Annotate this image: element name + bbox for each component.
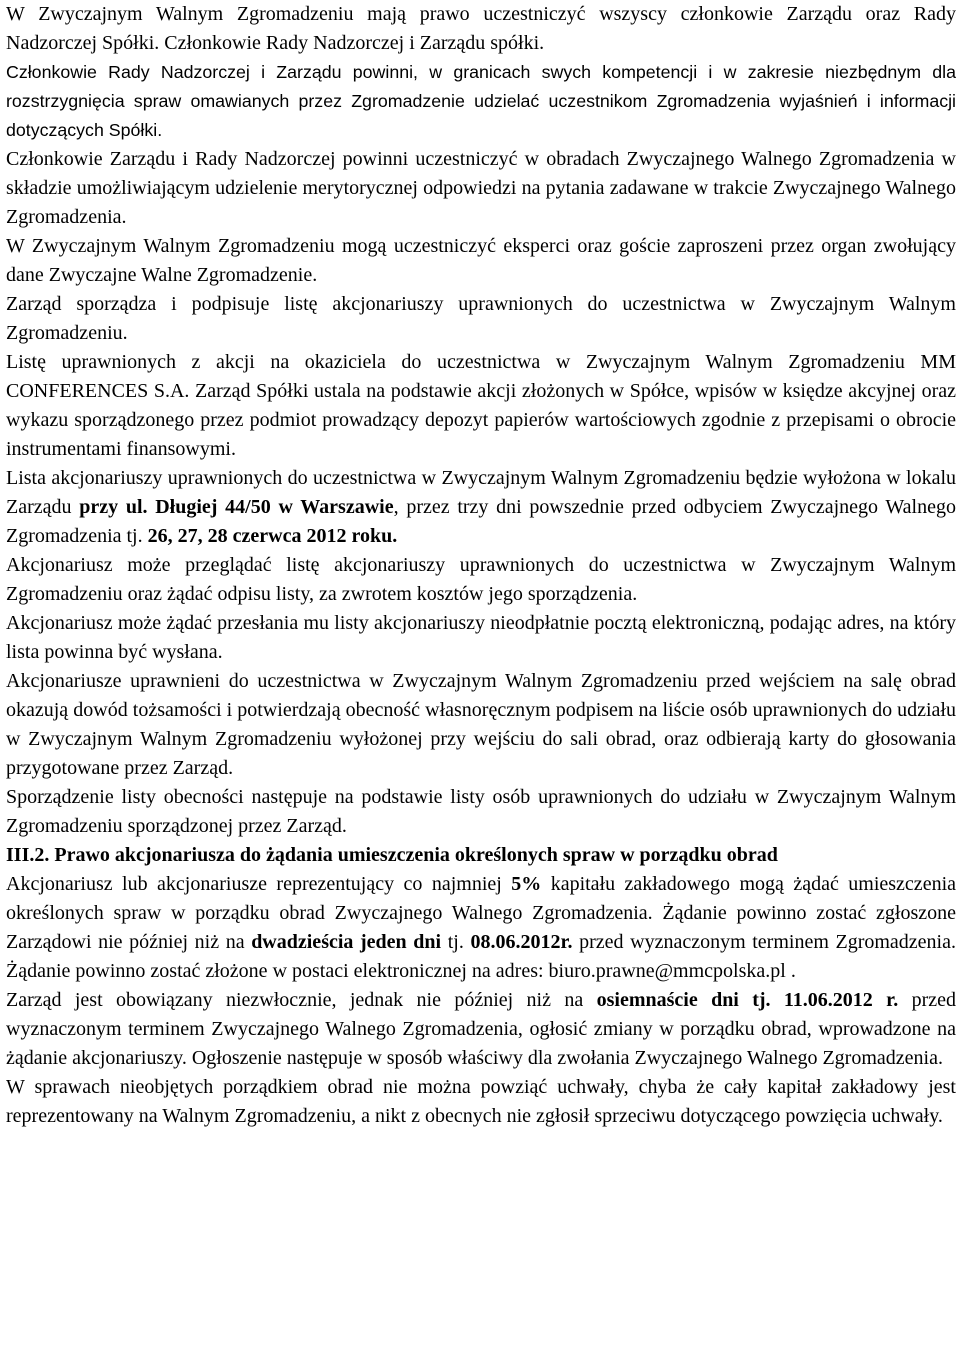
paragraph-board-participation: Członkowie Zarządu i Rady Nadzorczej powinni uczestniczyć w obradach Zwyczajnego Walnego Zgromadzenia w składzie umożliwiającym udzielenie merytorycznej odpowiedzi na pytania zadawane w trakcie Zwyczajnego Walnego Zgromadzenia. xyxy=(6,148,956,228)
text-run: Lista akcjonariuszy uprawnionych do uczestnictwa w Zwyczajnym Walnym Zgromadzeniu będzie wyłożona w lokalu Zarządu xyxy=(6,467,956,518)
paragraph-bearer-shares: Listę uprawnionych z akcji na okaziciela do uczestnictwa w Zwyczajnym Walnym Zgromadzeniu MM CONFERENCES S.A. Zarząd Spółki ustala na podstawie akcji złożonych w Spółce, wpisów w księdze akcyjnej oraz wykazu sporządzonego przez podmiot prowadzący depozyt papierów wartościowych zgodnie z przepisami o obrocie instrumentami finansowymi. xyxy=(6,351,956,460)
paragraph-explanations: Członkowie Rady Nadzorczej i Zarządu powinni, w granicach swych kompetencji i w zakresie niezbędnym dla rozstrzygnięcia spraw omawianych przez Zgromadzenie udzielać uczestnikom Zgromadzenia wyjaśnień i informacji dotyczących Spółki. xyxy=(6,62,956,140)
text-run: przed wyznaczonym terminem Zwyczajnego Walnego Zgromadzenia, ogłosić zmiany w porządku obrad, wprowadzone na żądanie akcjonariuszy. Ogłoszenie następuje w sposób właściwy dla zwołania Zwyczajnego Walnego Zgromadzenia. xyxy=(6,989,956,1069)
paragraph-identity-check: Akcjonariusze uprawnieni do uczestnictwa w Zwyczajnym Walnym Zgromadzeniu przed wejściem na salę obrad okazują dowód tożsamości i potwierdzają obecność własnoręcznym podpisem na liście osób uprawnionych do udziału w Zwyczajnym Walnym Zgromadzeniu wyłożonej przy wejściu do sali obrad, oraz odbierają karty do głosowania przygotowane przez Zarząd. xyxy=(6,670,956,779)
text-run: tj. xyxy=(441,931,471,953)
paragraph-list-review: Akcjonariusz może przeglądać listę akcjonariuszy uprawnionych do uczestnictwa w Zwyczajnym Walnym Zgromadzeniu oraz żądać odpisu listy, za zwrotem kosztów jego sporządzenia. xyxy=(6,554,956,605)
paragraph-agenda-request xyxy=(6,870,956,986)
paragraph-attendance-rights: W Zwyczajnym Walnym Zgromadzeniu mają prawo uczestniczyć wszyscy członkowie Zarządu oraz Rady Nadzorczej Spółki. Członkowie Rady Nadzorczej i Zarządu spółki. xyxy=(6,3,956,54)
heading-text: III.2. Prawo akcjonariusza do żądania umieszczenia określonych spraw w porządku obrad xyxy=(6,844,778,866)
text-run: kapitału zakładowego mogą żądać umieszczenia określonych spraw w porządku obrad Zwyczajnego Walnego Zgromadzenia. Żądanie powinno zostać zgłoszone Zarządowi nie później niż na xyxy=(6,873,956,953)
paragraph-list-email: Akcjonariusz może żądać przesłania mu listy akcjonariuszy nieodpłatnie pocztą elektroniczną, podając adres, na który lista powinna być wysłana. xyxy=(6,612,956,663)
text-run: Zarząd jest obowiązany niezwłocznie, jednak nie później niż na xyxy=(6,989,597,1011)
bold-dates: 26, 27, 28 czerwca 2012 roku. xyxy=(147,525,398,547)
paragraph-agenda-changes xyxy=(6,986,956,1073)
bold-date: 08.06.2012r. xyxy=(470,931,573,953)
bold-percent: 5% xyxy=(511,873,542,895)
paragraph-attendance-list: Sporządzenie listy obecności następuje na podstawie listy osób uprawnionych do udziału w Zwyczajnym Walnym Zgromadzeniu sporządzonej przez Zarząd. xyxy=(6,786,956,837)
paragraph-no-resolutions: W sprawach nieobjętych porządkiem obrad nie można powziąć uchwały, chyba że cały kapitał zakładowy jest reprezentowany na Walnym Zgromadzeniu, a nikt z obecnych nie zgłosił sprzeciwu dotyczącego powzięcia uchwały. xyxy=(6,1076,956,1127)
section-heading xyxy=(6,841,956,870)
text-run: Akcjonariusz lub akcjonariusze reprezentujący co najmniej xyxy=(6,873,512,895)
paragraph-list-location xyxy=(6,464,956,551)
paragraph-shareholder-list: Zarząd sporządza i podpisuje listę akcjonariuszy uprawnionych do uczestnictwa w Zwyczajnym Walnym Zgromadzeniu. xyxy=(6,293,956,344)
bold-deadline: dwadzieścia jeden dni xyxy=(251,931,442,953)
text-run: , przez trzy dni powszednie przed odbyciem Zwyczajnego Walnego Zgromadzenia tj. xyxy=(6,496,956,547)
bold-deadline-date: osiemnaście dni tj. 11.06.2012 r. xyxy=(596,989,899,1011)
text-run: przed wyznaczonym terminem Zgromadzenia. Żądanie powinno zostać złożone w postaci elektronicznej na adres: biuro.prawne@mmcpolska.pl . xyxy=(6,931,956,982)
bold-address: przy ul. Długiej 44/50 w Warszawie xyxy=(79,496,394,518)
paragraph-experts-guests: W Zwyczajnym Walnym Zgromadzeniu mogą uczestniczyć eksperci oraz goście zaproszeni przez organ zwołujący dane Zwyczajne Walne Zgromadzenie. xyxy=(6,235,956,286)
